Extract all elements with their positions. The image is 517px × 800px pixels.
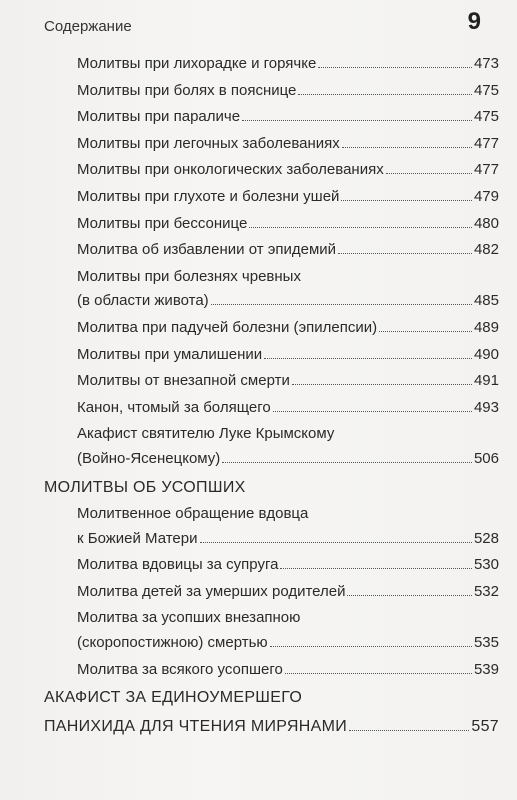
toc-page-number: 485 [473, 292, 499, 310]
toc-page-number: 473 [473, 55, 499, 72]
toc-page-number: 477 [473, 161, 499, 179]
toc-leader-dots [222, 450, 472, 463]
toc-entry [44, 369, 499, 394]
running-header-title: Содержание [44, 18, 132, 35]
toc-leader-dots [211, 292, 472, 305]
toc-leader-dots [298, 82, 472, 95]
toc-entry-title: Молитвы при болях в пояснице [77, 81, 297, 99]
toc-entry-title: Молитвы при онкологических заболеваниях [77, 161, 384, 179]
toc-leader-dots [318, 55, 472, 68]
toc-entry-title: Молитвы при лихорадке и горячке [77, 55, 317, 72]
toc-entry-title: Молитва за всякого усопшего [77, 660, 283, 678]
toc-entry-title: Молитвы при параличе [77, 108, 241, 126]
toc-entry [44, 132, 499, 157]
toc-leader-dots [292, 372, 472, 385]
toc-leader-dots [264, 346, 472, 359]
toc-entry [44, 265, 499, 314]
page-number: 9 [467, 8, 481, 35]
toc-leader-dots [338, 241, 472, 254]
toc-entry-title: Молитвы при умалишении [77, 345, 263, 363]
toc-leader-dots [280, 556, 472, 569]
toc-page-number: 482 [473, 241, 499, 259]
toc-page-number: 491 [473, 372, 499, 390]
toc-entry-title: Молитва об избавлении от эпидемий [77, 241, 337, 259]
toc-page-number: 493 [473, 398, 499, 416]
toc-entry-title: к Божией Матери [77, 529, 198, 547]
toc-entry [44, 52, 499, 77]
toc-entry [44, 553, 499, 578]
toc-page-number: 475 [473, 81, 499, 99]
toc-entry-title: (Войно-Ясенецкому) [77, 449, 221, 467]
toc-entry [44, 396, 499, 421]
toc-entry [44, 238, 499, 263]
toc-leader-dots [273, 399, 472, 412]
toc-entry [44, 606, 499, 655]
toc-entry [44, 658, 499, 683]
table-of-contents [44, 52, 499, 741]
toc-page-number: 489 [473, 318, 499, 336]
toc-entry-title: Молитва детей за умерших родителей [77, 582, 346, 600]
toc-section-heading [44, 715, 499, 740]
toc-entry-title: (в области живота) [77, 292, 209, 310]
toc-entry [44, 343, 499, 368]
toc-entry-title: Молитва при падучей болезни (эпилепсии) [77, 318, 378, 336]
toc-page-number: 539 [473, 660, 499, 678]
toc-page-number: 530 [473, 556, 499, 574]
toc-leader-dots [270, 634, 472, 647]
toc-leader-dots [349, 717, 469, 731]
toc-entry [44, 105, 499, 130]
page-header [44, 8, 495, 38]
toc-page-number: 479 [473, 187, 499, 205]
toc-entry-title: Молитвы при легочных заболеваниях [77, 134, 340, 152]
toc-section-title: МОЛИТВЫ ОБ УСОПШИХ [44, 478, 246, 496]
toc-leader-dots [342, 135, 472, 148]
toc-section-title: ПАНИХИДА ДЛЯ ЧТЕНИЯ МИРЯНАМИ [44, 717, 348, 735]
toc-leader-dots [200, 530, 472, 543]
toc-entry-title: Молитва за усопших внезапною [77, 609, 301, 627]
toc-leader-dots [249, 215, 472, 228]
toc-page-number: 506 [473, 449, 499, 467]
toc-entry-title: Молитва вдовицы за супруга [77, 556, 279, 574]
toc-leader-dots [386, 161, 472, 174]
toc-page-number: 535 [473, 634, 499, 652]
toc-entry-title: Акафист святителю Луке Крымскому [77, 425, 335, 443]
toc-entry [44, 79, 499, 104]
toc-section-heading [44, 476, 499, 501]
toc-entry [44, 212, 499, 237]
toc-entry-title: Молитвенное обращение вдовца [77, 505, 309, 523]
toc-leader-dots [379, 319, 472, 332]
toc-page-number: 557 [471, 717, 499, 735]
toc-entry [44, 580, 499, 605]
toc-entry [44, 316, 499, 341]
toc-entry-title: Молитвы при бессонице [77, 214, 248, 232]
toc-entry-title: Молитвы при болезнях чревных [77, 267, 301, 285]
toc-page-number: 480 [473, 214, 499, 232]
toc-leader-dots [347, 583, 471, 596]
toc-entry-title: Молитвы от внезапной смерти [77, 372, 290, 390]
toc-entry-title: (скоропостижною) смертью [77, 634, 268, 652]
toc-leader-dots [285, 661, 472, 674]
toc-page-number: 528 [473, 529, 499, 547]
toc-page-number: 490 [473, 345, 499, 363]
toc-leader-dots [242, 108, 472, 121]
toc-entry [44, 185, 499, 210]
toc-entry [44, 422, 499, 471]
toc-section-title: АКАФИСТ ЗА ЕДИНОУМЕРШЕГО [44, 689, 303, 707]
toc-page-number: 532 [473, 582, 499, 600]
toc-entry [44, 158, 499, 183]
toc-leader-dots [341, 188, 472, 201]
toc-entry [44, 502, 499, 551]
toc-page-number: 475 [473, 108, 499, 126]
toc-entry-title: Канон, чтомый за болящего [77, 398, 271, 416]
toc-entry-title: Молитвы при глухоте и болезни ушей [77, 187, 340, 205]
toc-page-number: 477 [473, 134, 499, 152]
toc-section-heading [44, 686, 499, 711]
